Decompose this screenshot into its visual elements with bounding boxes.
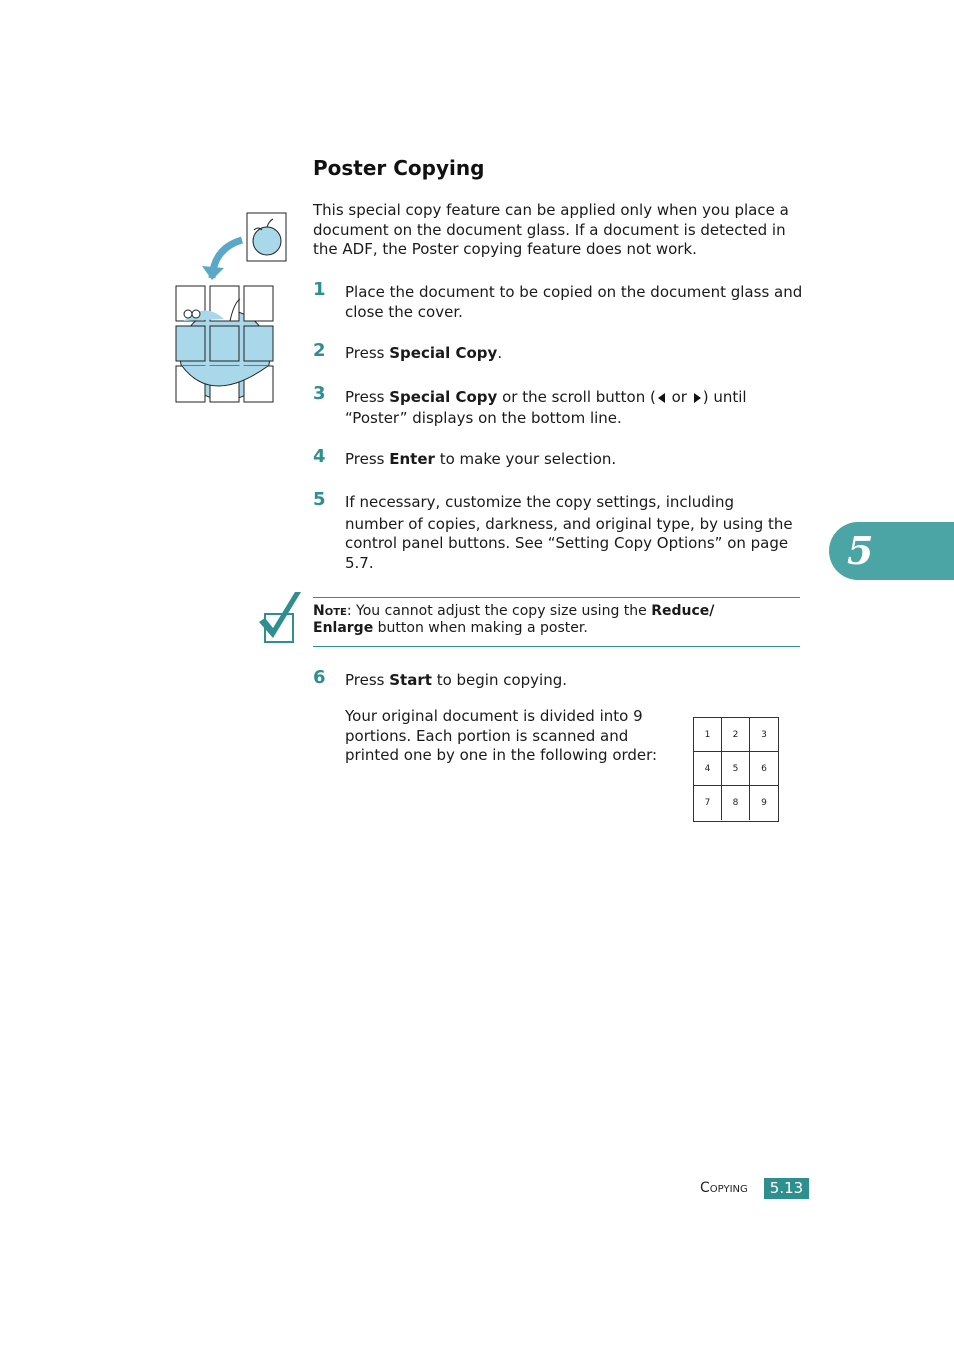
- grid-cell: 6: [750, 752, 778, 786]
- step-number: 4: [313, 446, 326, 467]
- intro-paragraph: This special copy feature can be applied only when you place a document on the document glass. If a document is detected in the ADF, the Poster copying feature does not work.: [313, 201, 789, 258]
- scroll-left-icon: [658, 393, 665, 403]
- scroll-right-icon: [694, 393, 701, 403]
- apple-original-icon: [247, 213, 286, 261]
- footer-section: Copying: [700, 1180, 748, 1196]
- poster-grid-icon: [176, 286, 273, 402]
- step-number: 6: [313, 667, 326, 688]
- grid-cell: 9: [761, 798, 767, 808]
- step-text: If necessary, customize the copy settings, including number of copies, darkness, and original type, by using the control panel buttons. See “Setting Copy Options” on page 5.7.: [345, 493, 793, 572]
- step-number: 2: [313, 340, 326, 361]
- order-grid: [693, 717, 779, 822]
- grid-cell: 1: [694, 718, 722, 752]
- step-text: Press Enter to make your selection.: [345, 450, 617, 468]
- checkmark-note-icon: [257, 590, 303, 646]
- grid-cell: 8: [722, 786, 750, 820]
- step-number: 3: [313, 383, 326, 404]
- step-text: Press Start to begin copying.: [345, 671, 568, 689]
- chapter-number: 5: [847, 528, 874, 573]
- curved-arrow-icon: [202, 240, 242, 280]
- step-text: Place the document to be copied on the document glass and close the cover.: [345, 283, 803, 321]
- step-text: Press Special Copy.: [345, 344, 503, 362]
- grid-cell: 7: [694, 786, 722, 820]
- grid-cell: 3: [750, 718, 778, 752]
- grid-cell: 5: [722, 752, 750, 786]
- step-number: 5: [313, 489, 326, 510]
- chapter-tab: [829, 522, 954, 580]
- note-box: [313, 597, 800, 647]
- step-text: Press Special Copy or the scroll button ( or ) until “Poster” displays on the bottom line.: [345, 388, 747, 427]
- grid-cell: 2: [722, 718, 750, 752]
- page-title: Poster Copying: [313, 156, 485, 180]
- note-text: Note: You cannot adjust the copy size using the Reduce/ Enlarge button when making a poster.: [313, 603, 715, 636]
- page-number: 5.13: [764, 1178, 809, 1199]
- step-number: 1: [313, 279, 326, 300]
- grid-cell: 4: [694, 752, 722, 786]
- step-paragraph: Your original document is divided into 9 portions. Each portion is scanned and printed one by one in the following order:: [345, 707, 658, 764]
- poster-illustration: [170, 210, 295, 410]
